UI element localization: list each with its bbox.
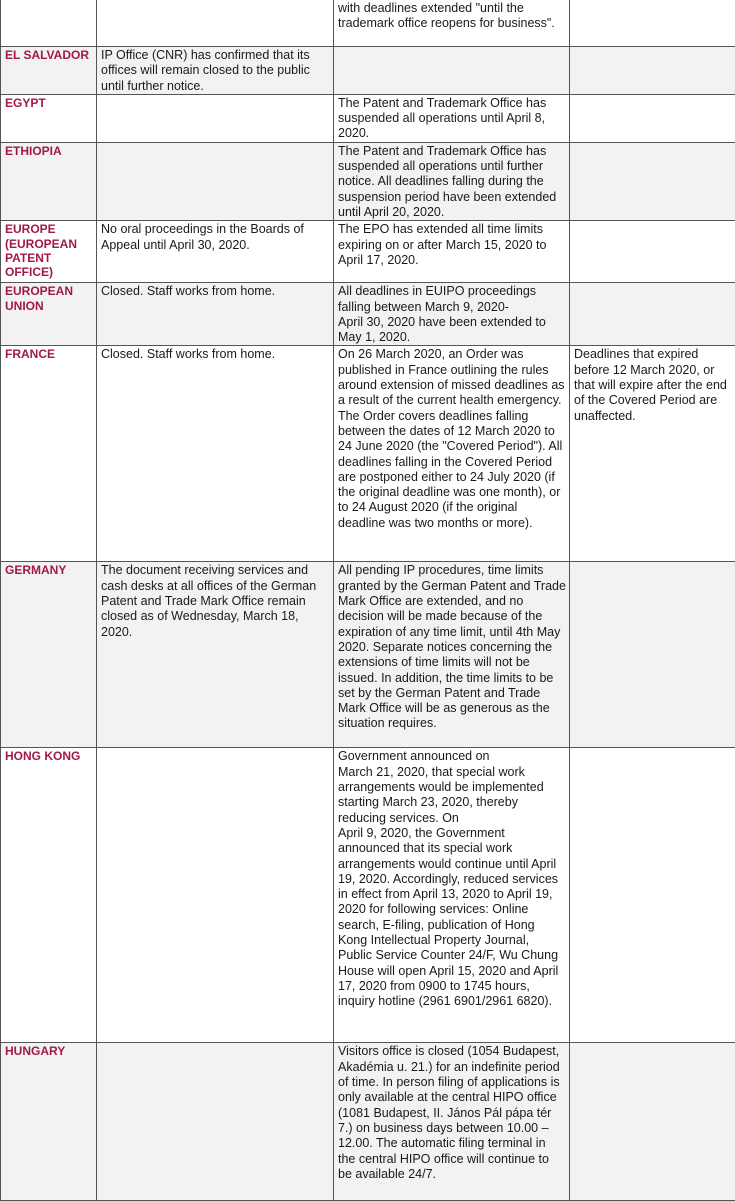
- notes-cell: [570, 94, 735, 142]
- country-cell: EUROPEAN UNION: [1, 283, 97, 346]
- office-status-cell: [97, 1043, 334, 1201]
- table-row: [1, 748, 735, 1043]
- country-cell: EGYPT: [1, 94, 97, 142]
- country-cell: HONG KONG: [1, 748, 97, 1043]
- table-row: [1, 1043, 735, 1201]
- office-status-cell: [97, 748, 334, 1043]
- table-row: [1, 0, 735, 47]
- table-row: [1, 346, 735, 562]
- deadlines-cell: Visitors office is closed (1054 Budapest, Akadémia u. 21.) for an indefinite period of time. In person filing of applications is only available at the central HIPO office (1081 Budapest, II. János Pál pápa tér 7.) on business days between 10.00 – 12.00. The automatic filing terminal in the central HIPO office will continue to be available 24/7.: [334, 1043, 570, 1201]
- notes-cell: [570, 0, 735, 47]
- notes-cell: [570, 748, 735, 1043]
- deadlines-cell: All pending IP procedures, time limits granted by the German Patent and Trade Mark Office are extended, and no decision will be made because of the expiration of any time limit, until 4th May 2020. Separate notices concerning the extensions of time limits will not be issued. In addition, the time limits to be set by the German Patent and Trade Mark Office will be as generous as the situation requires.: [334, 562, 570, 748]
- deadlines-cell: with deadlines extended "until the trademark office reopens for business".: [334, 0, 570, 47]
- notes-cell: [570, 562, 735, 748]
- table-row: [1, 47, 735, 95]
- office-status-cell: The document receiving services and cash desks at all offices of the German Patent and Trade Mark Office remain closed as of Wednesday, March 18, 2020.: [97, 562, 334, 748]
- table-row: [1, 142, 735, 220]
- deadlines-cell: The Patent and Trademark Office has suspended all operations until April 8, 2020.: [334, 94, 570, 142]
- notes-cell: [570, 221, 735, 283]
- country-cell: EUROPE (EUROPEAN PATENT OFFICE): [1, 221, 97, 283]
- country-cell: [1, 0, 97, 47]
- office-status-cell: [97, 142, 334, 220]
- office-status-cell: Closed. Staff works from home.: [97, 346, 334, 562]
- notes-cell: [570, 283, 735, 346]
- office-status-cell: No oral proceedings in the Boards of Appeal until April 30, 2020.: [97, 221, 334, 283]
- deadlines-cell: Government announced on March 21, 2020, that special work arrangements would be implemented starting March 23, 2020, thereby reducing services. On April 9, 2020, the Government announced that its special work arrangements would continue until April 19, 2020. Accordingly, reduced services in effect from April 13, 2020 to April 19, 2020 for following services: Online search, E-filing, publication of Hong Kong Intellectual Property Journal, Public Service Counter 24/F, Wu Chung House will open April 15, 2020 and April 17, 2020 from 0900 to 1745 hours, inquiry hotline (2961 6901/2961 6820).: [334, 748, 570, 1043]
- notes-cell: [570, 1043, 735, 1201]
- country-cell: FRANCE: [1, 346, 97, 562]
- table-row: [1, 562, 735, 748]
- notes-cell: [570, 47, 735, 95]
- deadlines-cell: The Patent and Trademark Office has suspended all operations until further notice. All deadlines falling during the suspension period have been extended until April 20, 2020.: [334, 142, 570, 220]
- deadlines-cell: All deadlines in EUIPO proceedings falling between March 9, 2020- April 30, 2020 have been extended to May 1, 2020.: [334, 283, 570, 346]
- table-row: [1, 283, 735, 346]
- notes-cell: Deadlines that expired before 12 March 2020, or that will expire after the end of the Covered Period are unaffected.: [570, 346, 735, 562]
- country-cell: HUNGARY: [1, 1043, 97, 1201]
- country-cell: ETHIOPIA: [1, 142, 97, 220]
- office-status-cell: [97, 94, 334, 142]
- office-status-cell: IP Office (CNR) has confirmed that its offices will remain closed to the public until further notice.: [97, 47, 334, 95]
- table-row: [1, 94, 735, 142]
- table-row: [1, 221, 735, 283]
- country-cell: GERMANY: [1, 562, 97, 748]
- deadlines-cell: The EPO has extended all time limits expiring on or after March 15, 2020 to April 17, 2020.: [334, 221, 570, 283]
- deadlines-cell: [334, 47, 570, 95]
- office-status-cell: [97, 0, 334, 47]
- country-cell: EL SALVADOR: [1, 47, 97, 95]
- office-status-cell: Closed. Staff works from home.: [97, 283, 334, 346]
- notes-cell: [570, 142, 735, 220]
- deadlines-cell: On 26 March 2020, an Order was published in France outlining the rules around extension of missed deadlines as a result of the current health emergency. The Order covers deadlines falling between the dates of 12 March 2020 to 24 June 2020 (the "Covered Period"). All deadlines falling in the Covered Period are postponed either to 24 July 2020 (if the original deadline was one month), or to 24 August 2020 (if the original deadline was two months or more).: [334, 346, 570, 562]
